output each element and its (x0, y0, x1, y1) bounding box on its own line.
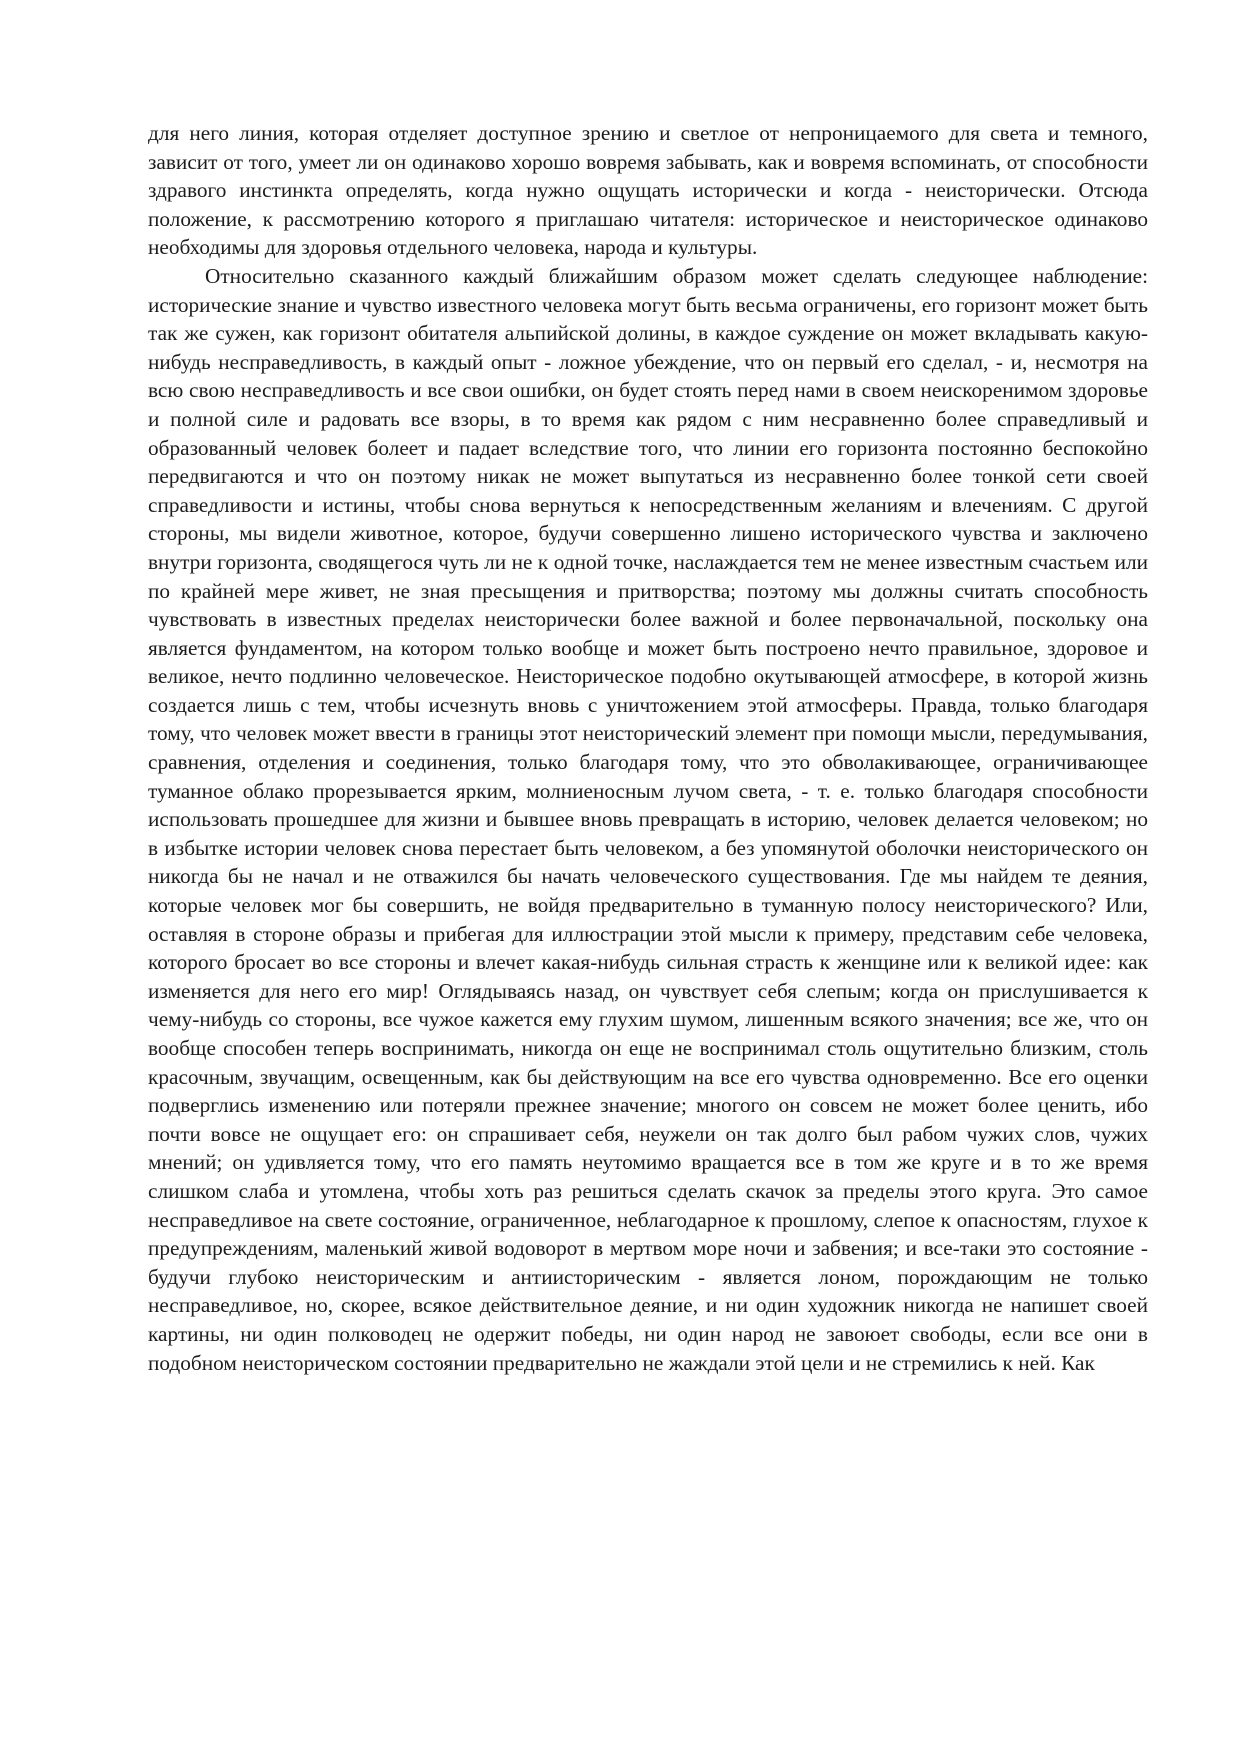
paragraph-main: Относительно сказанного каждый ближайшим образом может сделать следующее наблюдение: исторические знание и чувство известного человека могут быть весьма ограничены, его горизонт может быть так же сужен, как горизонт обитателя альпийской долины, в каждое суждение он может вкладывать какую-нибудь несправедливость, в каждый опыт - ложное убеждение, что он первый его сделал, - и, несмотря на всю свою несправедливость и все свои ошибки, он будет стоять перед нами в своем неискоренимом здоровье и полной силе и радовать все взоры, в то время как рядом с ним несравненно более справедливый и образованный человек болеет и падает вследствие того, что линии его горизонта постоянно беспокойно передвигаются и что он поэтому никак не может выпутаться из несравненно более тонкой сети своей справедливости и истины, чтобы снова вернуться к непосредственным желаниям и влечениям. С другой стороны, мы видели животное, которое, будучи совершенно лишено исторического чувства и заключено внутри горизонта, сводящегося чуть ли не к одной точке, наслаждается тем не менее известным счастьем или по крайней мере живет, не зная пресыщения и притворства; поэтому мы должны считать способность чувствовать в известных пределах неисторически более важной и более первоначальной, поскольку она является фундаментом, на котором только вообще и может быть построено нечто правильное, здоровое и великое, нечто подлинно человеческое. Неисторическое подобно окутывающей атмосфере, в которой жизнь создается лишь с тем, чтобы исчезнуть вновь с уничтожением этой атмосферы. Правда, только благодаря тому, что человек может ввести в границы этот неисторический элемент при помощи мысли, передумывания, сравнения, отделения и соединения, только благодаря тому, что это обволакивающее, ограничивающее туманное облако прорезывается ярким, молниеносным лучом света, - т. е. только благодаря способности использовать прошедшее для жизни и бывшее вновь превращать в историю, человек делается человеком; но в избытке истории человек снова перестает быть человеком, а без упомянутой оболочки неисторического он никогда бы не начал и не отважился бы начать человеческого существования. Где мы найдем те деяния, которые человек мог бы совершить, не войдя предварительно в туманную полосу неисторического? Или, оставляя в стороне образы и прибегая для иллюстрации этой мысли к примеру, представим себе человека, которого бросает во все стороны и влечет какая-нибудь сильная страсть к женщине или к великой идее: как изменяется для него его мир! Оглядываясь назад, он чувствует себя слепым; когда он прислушивается к чему-нибудь со стороны, все чужое кажется ему глухим шумом, лишенным всякого значения; все же, что он вообще способен теперь воспринимать, никогда он еще не воспринимал столь ощутительно близким, столь красочным, звучащим, освещенным, как бы действующим на все его чувства одновременно. Все его оценки подверглись изменению или потеряли прежнее значение; многого он совсем не может более ценить, ибо почти вовсе не ощущает его: он спрашивает себя, неужели он так долго был рабом чужих слов, чужих мнений; он удивляется тому, что его память неутомимо вращается все в том же круге и в то же время слишком слаба и утомлена, чтобы хоть раз решиться сделать скачок за пределы этого круга. Это самое несправедливое на свете состояние, ограниченное, неблагодарное к прошлому, слепое к опасностям, глухое к предупреждениям, маленький живой водоворот в мертвом море ночи и забвения; и все-таки это состояние - будучи глубоко неисторическим и антиисторическим - является лоном, порождающим не только несправедливое, но, скорее, всякое действительное деяние, и ни один художник никогда не напишет своей картины, ни один полководец не одержит победы, ни один народ не завоюет свободы, если все они в подобном неисторическом состоянии предварительно не жаждали этой цели и не стремились к ней. Как (148, 263, 1148, 1375)
paragraph-continued: для него линия, которая отделяет доступное зрению и светлое от непроницаемого для света и темного, зависит от того, умеет ли он одинаково хорошо вовремя забывать, как и вовремя вспоминать, от способности здравого инстинкта определять, когда нужно ощущать исторически и когда - неисторически. Отсюда положение, к рассмотрению которого я приглашаю читателя: историческое и неисторическое одинаково необходимы для здоровья отдельного человека, народа и культуры. (148, 121, 1148, 260)
document-page (148, 119, 1148, 1377)
